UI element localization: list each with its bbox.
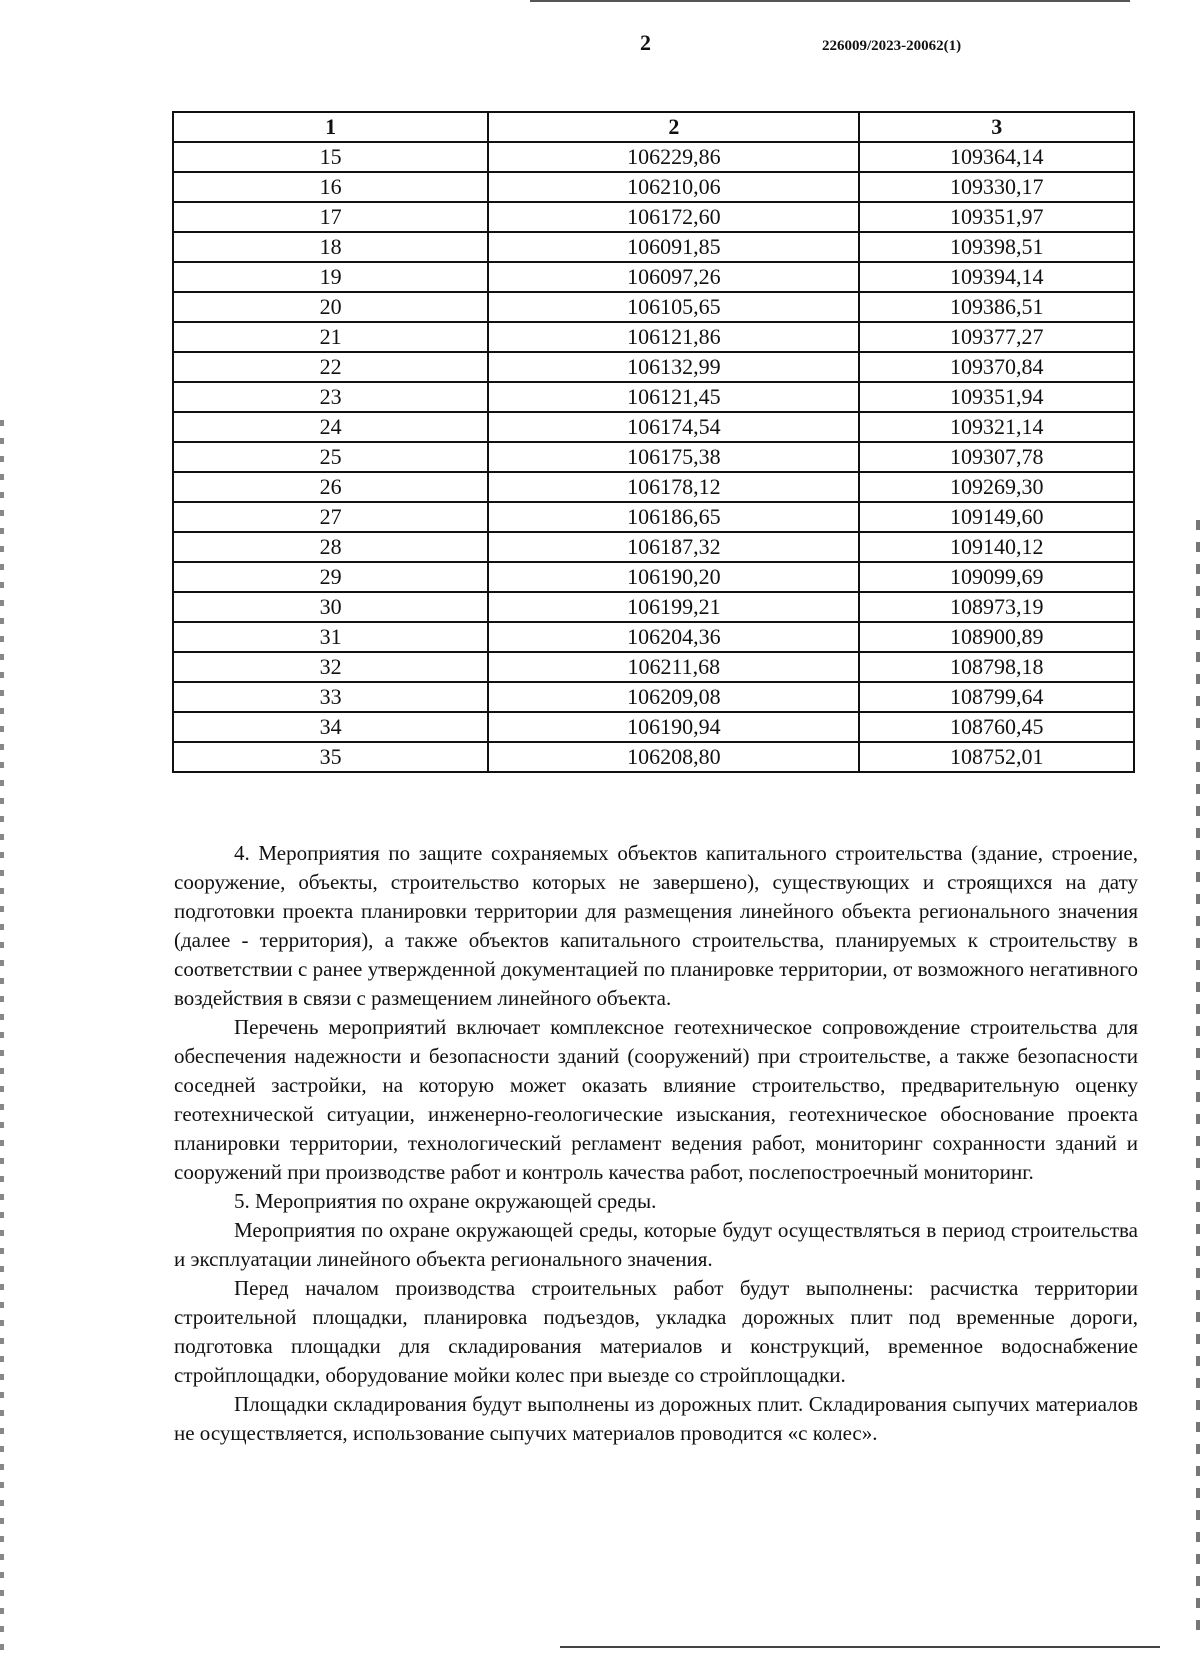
table-cell: 106097,26 [488, 262, 859, 292]
table-row [173, 442, 1134, 472]
table-cell: 109351,94 [859, 382, 1134, 412]
paragraph: Перед началом производства строительных работ будут выполнены: расчистка территории строительной площадки, планировка подъездов, укладка дорожных плит под временные дороги, подготовка площадки для складирования материалов и конструкций, временное водоснабжение стройплощадки, оборудование мойки колес при выезде со стройплощадки. [174, 1276, 1138, 1387]
column-header: 1 [173, 112, 488, 142]
table-cell: 29 [173, 562, 488, 592]
table-cell: 109149,60 [859, 502, 1134, 532]
table-cell: 108973,19 [859, 592, 1134, 622]
table-cell: 106208,80 [488, 742, 859, 772]
table-cell: 15 [173, 142, 488, 172]
table-cell: 106204,36 [488, 622, 859, 652]
paragraph: 4. Мероприятия по защите сохраняемых объектов капитального строительства (здание, строение, сооружение, объекты, строительство которых не завершено), существующих и строящихся на дату подготовки проекта планировки территории для размещения линейного объекта регионального значения (далее - территория), а также объектов капитального строительства, планируемых к строительству в соответствии с ранее утвержденной документацией по планировке территории, от возможного негативного воздействия в связи с размещением линейного объекта. [174, 841, 1138, 1010]
table-cell: 31 [173, 622, 488, 652]
table-row [173, 682, 1134, 712]
table-row [173, 472, 1134, 502]
table-cell: 25 [173, 442, 488, 472]
table-cell: 106178,12 [488, 472, 859, 502]
paragraph: Перечень мероприятий включает комплексное геотехническое сопровождение строительства для обеспечения надежности и безопасности зданий (сооружений) при строительстве, а также безопасности соседней застройки, на которую может оказать влияние строительство, предварительную оценку геотехнической ситуации, инженерно-геологические изыскания, геотехническое обоснование проекта планировки территории, технологический регламент ведения работ, мониторинг сохранности зданий и сооружений при производстве работ и контроль качества работ, послепостроечный мониторинг. [174, 1015, 1138, 1184]
table-cell: 108799,64 [859, 682, 1134, 712]
table-cell: 106209,08 [488, 682, 859, 712]
table-cell: 20 [173, 292, 488, 322]
table-row [173, 742, 1134, 772]
table-cell: 30 [173, 592, 488, 622]
table-cell: 35 [173, 742, 488, 772]
table-cell: 108760,45 [859, 712, 1134, 742]
table-cell: 106211,68 [488, 652, 859, 682]
table-row [173, 562, 1134, 592]
scan-artifact-bottom [560, 1646, 1160, 1648]
table-cell: 26 [173, 472, 488, 502]
table-cell: 109370,84 [859, 352, 1134, 382]
column-header: 2 [488, 112, 859, 142]
table-cell: 108900,89 [859, 622, 1134, 652]
table-row [173, 532, 1134, 562]
column-header: 3 [859, 112, 1134, 142]
table-row [173, 592, 1134, 622]
table-cell: 106229,86 [488, 142, 859, 172]
table-cell: 106190,94 [488, 712, 859, 742]
table-cell: 33 [173, 682, 488, 712]
table-row [173, 352, 1134, 382]
body-text [174, 839, 1138, 1448]
table-row [173, 382, 1134, 412]
table-cell: 106186,65 [488, 502, 859, 532]
table-cell: 109364,14 [859, 142, 1134, 172]
table-cell: 18 [173, 232, 488, 262]
table-row [173, 262, 1134, 292]
table-row [173, 202, 1134, 232]
table-cell: 106121,45 [488, 382, 859, 412]
table-cell: 109269,30 [859, 472, 1134, 502]
table-cell: 17 [173, 202, 488, 232]
scan-edge-right [1196, 520, 1200, 1640]
table-header-row [173, 112, 1134, 142]
table-cell: 23 [173, 382, 488, 412]
table-cell: 109307,78 [859, 442, 1134, 472]
table-cell: 24 [173, 412, 488, 442]
page-number: 2 [640, 30, 651, 55]
table-cell: 106091,85 [488, 232, 859, 262]
table-cell: 106210,06 [488, 172, 859, 202]
table-cell: 109140,12 [859, 532, 1134, 562]
table-row [173, 622, 1134, 652]
paragraph: Площадки складирования будут выполнены из дорожных плит. Складирования сыпучих материалов не осуществляется, использование сыпучих материалов проводится «с колес». [174, 1392, 1138, 1445]
table-row [173, 232, 1134, 262]
table-cell: 106132,99 [488, 352, 859, 382]
table-row [173, 292, 1134, 322]
table-row [173, 502, 1134, 532]
table-cell: 108752,01 [859, 742, 1134, 772]
table-cell: 19 [173, 262, 488, 292]
table-cell: 109321,14 [859, 412, 1134, 442]
table-row [173, 172, 1134, 202]
table-cell: 106199,21 [488, 592, 859, 622]
table-cell: 34 [173, 712, 488, 742]
table-cell: 109386,51 [859, 292, 1134, 322]
table-cell: 106187,32 [488, 532, 859, 562]
table-cell: 108798,18 [859, 652, 1134, 682]
table-cell: 27 [173, 502, 488, 532]
table-cell: 106121,86 [488, 322, 859, 352]
table-cell: 109398,51 [859, 232, 1134, 262]
table-cell: 16 [173, 172, 488, 202]
table-cell: 109394,14 [859, 262, 1134, 292]
table-row [173, 142, 1134, 172]
table-cell: 22 [173, 352, 488, 382]
coordinates-table [172, 111, 1135, 773]
table-row [173, 712, 1134, 742]
table-row [173, 322, 1134, 352]
table-cell: 109330,17 [859, 172, 1134, 202]
table-cell: 109099,69 [859, 562, 1134, 592]
table-cell: 32 [173, 652, 488, 682]
paragraph: Мероприятия по охране окружающей среды, которые будут осуществляться в период строительства и эксплуатации линейного объекта регионального значения. [174, 1218, 1138, 1271]
table-cell: 21 [173, 322, 488, 352]
table-cell: 28 [173, 532, 488, 562]
table-cell: 106190,20 [488, 562, 859, 592]
table-cell: 109377,27 [859, 322, 1134, 352]
table-cell: 106172,60 [488, 202, 859, 232]
paragraph: 5. Мероприятия по охране окружающей среды. [234, 1189, 657, 1213]
table-cell: 106105,65 [488, 292, 859, 322]
scan-artifact-top [530, 0, 1130, 2]
table-row [173, 412, 1134, 442]
document-number: 226009/2023-20062(1) [822, 38, 962, 54]
table-cell: 106175,38 [488, 442, 859, 472]
table-cell: 106174,54 [488, 412, 859, 442]
table-row [173, 652, 1134, 682]
scan-edge-left [0, 420, 4, 1650]
table-cell: 109351,97 [859, 202, 1134, 232]
